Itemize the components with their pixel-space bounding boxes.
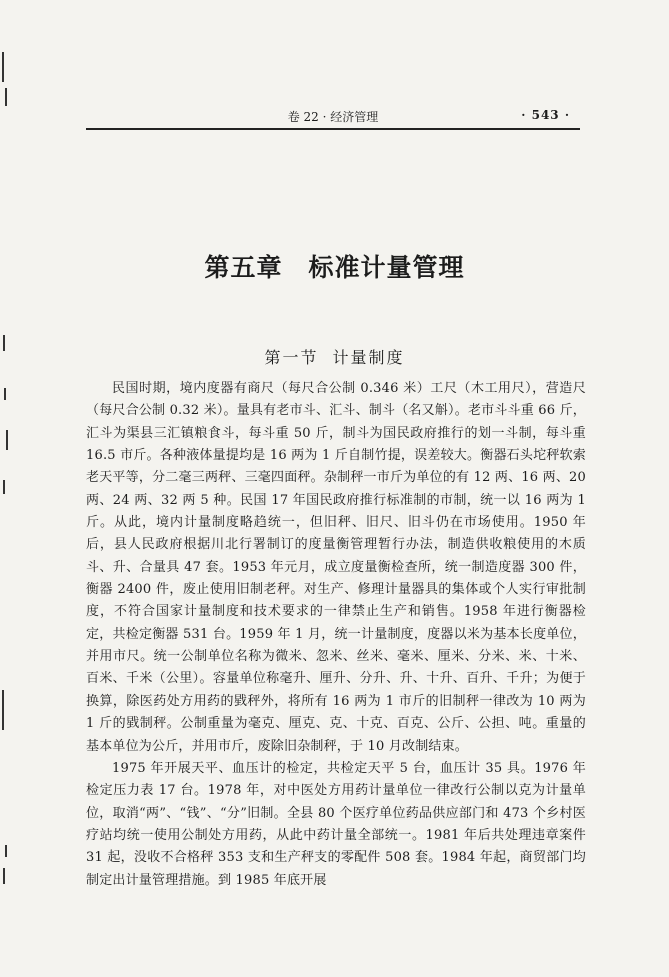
chapter-heading xyxy=(0,248,669,284)
body-text xyxy=(86,378,586,892)
chapter-title: 标准计量管理 xyxy=(308,253,465,282)
running-header xyxy=(86,108,580,126)
page-number: · 543 · xyxy=(521,108,570,122)
section-title: 计量制度 xyxy=(332,348,405,367)
paragraph: 1975 年开展天平、血压计的检定，共检定天平 5 台，血压计 35 具。1976 年检定压力表 17 台。1978 年，对中医处方用药计量单位一律改行公制以克为计量单位，取消“两”、“钱”、“分”旧制。全县 80 个医疗单位药品供应部门和 473 个乡村医疗站均统一使用公制处方用药，从此中药计量全部统一。1981 年后共处理违章案件 31 起，没收不合格秤 353 支和生产秤支的零配件 508 套。1984 年起，商贸部门均制定出计量管理措施。到 1985 年底开展 xyxy=(86,760,586,888)
header-rule xyxy=(86,128,580,130)
paragraph: 民国时期，境内度器有商尺（每尺合公制 0.346 米）工尺（木工用尺），营造尺（每尺合公制 0.32 米）。量具有老市斗、汇斗、制斗（名又斛）。老市斗斗重 66 斤，汇斗为渠县三汇镇粮食斗，每斗重 50 斤，制斗为国民政府推行的划一斗制，每斗重 16.5 市斤。各种液体量提均是 16 两为 1 斤自制竹提，误差较大。衡器石头坨秤软索老天平等，分二毫三两秤、三毫四面秤。杂制秤一市斤为单位的有 12 两、16 两、20 两、24 两、32 两 5 种。民国 17 年国民政府推行标准制的市制，统一以 16 两为 1 斤。从此，境内计量制度略趋统一，但旧秤、旧尺、旧斗仍在市场使用。1950 年后，县人民政府根据川北行署制订的度量衡管理暂行办法，制造供收粮使用的木质斗、升、合量具 47 套。1953 年元月，成立度量衡检查所，统一制造度器 300 件，衡器 2400 件，废止使用旧制老秤。对生产、修理计量器具的集体或个人实行审批制度，不符合国家计量制度和技术要求的一律禁止生产和销售。1958 年进行衡器检定，共检定衡器 531 台。1959 年 1 月，统一计量制度，度器以米为基本长度单位，并用市尺。统一公制单位名称为微米、忽米、丝米、毫米、厘米、分米、米、十米、百米、千米（公里）。容量单位称毫升、厘升、分升、升、十升、百升、千升；为便于换算，除医药处方用药的戥秤外，将所有 16 两为 1 市斤的旧制秤一律改为 10 两为 1 斤的戥制秤。公制重量为毫克、厘克、克、十克、百克、公斤、公担、吨。重量的基本单位为公斤，并用市斤，废除旧杂制秤，于 10 月改制结束。 xyxy=(86,381,586,754)
volume-title: 卷 22 · 经济管理 xyxy=(287,110,379,124)
chapter-number: 第五章 xyxy=(204,253,283,282)
scan-edge-marks xyxy=(0,0,10,977)
section-heading xyxy=(0,345,669,368)
section-number: 第一节 xyxy=(264,348,319,367)
